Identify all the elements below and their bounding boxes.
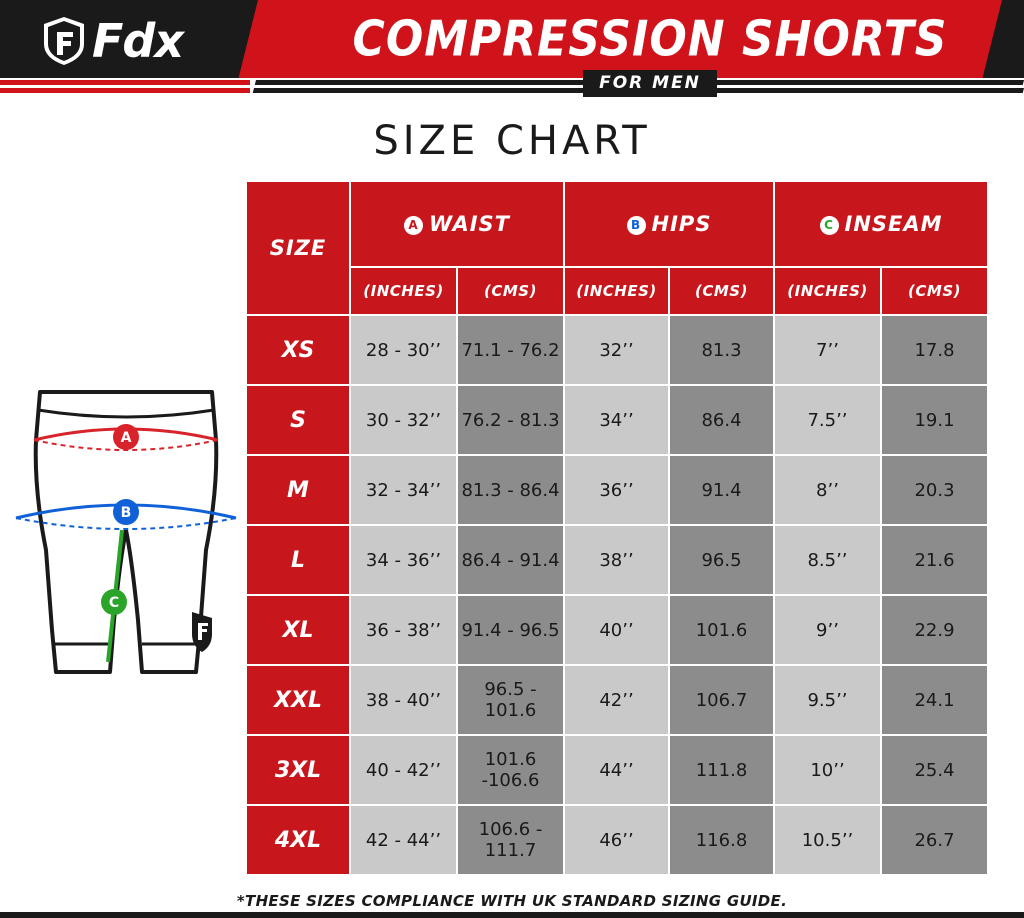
row-size-label: L [246, 525, 350, 595]
header-size: SIZE [246, 181, 350, 315]
cell-hips-cms: 111.8 [669, 735, 774, 805]
table-row [246, 735, 988, 805]
size-chart-table-wrap [245, 180, 987, 876]
table-unit-header-row [246, 267, 988, 315]
cell-inseam-inches: 7’’ [774, 315, 881, 385]
hips-badge-label: B [120, 505, 132, 521]
header-waist [350, 181, 564, 267]
header-inseam [774, 181, 988, 267]
fdx-shield-icon [42, 16, 86, 66]
cell-inseam-inches: 10.5’’ [774, 805, 881, 875]
cell-inseam-cms: 24.1 [881, 665, 988, 735]
cell-inseam-inches: 9’’ [774, 595, 881, 665]
brand-logo [42, 14, 183, 68]
row-size-label: 4XL [246, 805, 350, 875]
cell-waist-inches: 38 - 40’’ [350, 665, 457, 735]
cell-hips-inches: 46’’ [564, 805, 669, 875]
inseam-badge-icon: C [820, 216, 839, 235]
cell-hips-inches: 44’’ [564, 735, 669, 805]
unit-inseam-cms: (CMS) [881, 267, 988, 315]
cell-inseam-cms: 25.4 [881, 735, 988, 805]
unit-hips-inches: (INCHES) [564, 267, 669, 315]
cell-hips-cms: 101.6 [669, 595, 774, 665]
brand-name: Fdx [92, 14, 184, 68]
footnote: *THESE SIZES COMPLIANCE WITH UK STANDARD SIZING GUIDE. [236, 892, 788, 910]
banner-red-stripe-top [0, 80, 250, 85]
cell-hips-cms: 96.5 [669, 525, 774, 595]
row-size-label: XS [246, 315, 350, 385]
cell-hips-inches: 34’’ [564, 385, 669, 455]
cell-inseam-cms: 19.1 [881, 385, 988, 455]
cell-waist-cms: 91.4 - 96.5 [457, 595, 564, 665]
cell-inseam-inches: 8.5’’ [774, 525, 881, 595]
cell-hips-cms: 116.8 [669, 805, 774, 875]
table-row [246, 455, 988, 525]
table-row [246, 805, 988, 875]
cell-inseam-inches: 9.5’’ [774, 665, 881, 735]
header-inseam-label: INSEAM [844, 212, 943, 236]
row-size-label: 3XL [246, 735, 350, 805]
table-group-header-row [246, 181, 988, 267]
table-row [246, 315, 988, 385]
header-hips-label: HIPS [651, 212, 712, 236]
cell-waist-inches: 42 - 44’’ [350, 805, 457, 875]
cell-waist-inches: 36 - 38’’ [350, 595, 457, 665]
header-hips [564, 181, 774, 267]
shorts-diagram [10, 380, 242, 710]
cell-inseam-inches: 8’’ [774, 455, 881, 525]
banner-title: COMPRESSION SHORTS [352, 10, 948, 69]
cell-waist-cms: 81.3 - 86.4 [457, 455, 564, 525]
cell-inseam-cms: 20.3 [881, 455, 988, 525]
cell-inseam-cms: 21.6 [881, 525, 988, 595]
waist-badge-label: A [120, 430, 132, 446]
cell-waist-inches: 34 - 36’’ [350, 525, 457, 595]
cell-hips-cms: 81.3 [669, 315, 774, 385]
cell-hips-inches: 32’’ [564, 315, 669, 385]
cell-waist-cms: 106.6 - 111.7 [457, 805, 564, 875]
banner-subtitle-wrap [300, 70, 1000, 97]
unit-waist-cms: (CMS) [457, 267, 564, 315]
banner-red-stripe-bottom [0, 88, 250, 93]
row-size-label: XL [246, 595, 350, 665]
cell-hips-inches: 42’’ [564, 665, 669, 735]
cell-hips-inches: 40’’ [564, 595, 669, 665]
cell-inseam-inches: 10’’ [774, 735, 881, 805]
cell-inseam-cms: 26.7 [881, 805, 988, 875]
cell-waist-inches: 30 - 32’’ [350, 385, 457, 455]
cell-inseam-cms: 22.9 [881, 595, 988, 665]
banner-subtitle: FOR MEN [583, 70, 717, 97]
waist-badge-icon: A [404, 216, 423, 235]
row-size-label: XXL [246, 665, 350, 735]
unit-waist-inches: (INCHES) [350, 267, 457, 315]
page-title: SIZE CHART [373, 118, 651, 164]
row-size-label: M [246, 455, 350, 525]
cell-waist-inches: 28 - 30’’ [350, 315, 457, 385]
unit-inseam-inches: (INCHES) [774, 267, 881, 315]
cell-waist-cms: 96.5 - 101.6 [457, 665, 564, 735]
cell-waist-inches: 32 - 34’’ [350, 455, 457, 525]
table-row [246, 595, 988, 665]
table-row [246, 525, 988, 595]
cell-hips-inches: 36’’ [564, 455, 669, 525]
size-chart-table [245, 180, 989, 876]
cell-waist-cms: 101.6 -106.6 [457, 735, 564, 805]
cell-hips-cms: 91.4 [669, 455, 774, 525]
header-waist-label: WAIST [429, 212, 510, 236]
hips-badge-icon: B [627, 216, 646, 235]
cell-hips-inches: 38’’ [564, 525, 669, 595]
table-row [246, 665, 988, 735]
table-row [246, 385, 988, 455]
unit-hips-cms: (CMS) [669, 267, 774, 315]
cell-inseam-cms: 17.8 [881, 315, 988, 385]
cell-waist-inches: 40 - 42’’ [350, 735, 457, 805]
footer-bar [0, 912, 1024, 918]
row-size-label: S [246, 385, 350, 455]
cell-waist-cms: 86.4 - 91.4 [457, 525, 564, 595]
cell-hips-cms: 86.4 [669, 385, 774, 455]
cell-waist-cms: 71.1 - 76.2 [457, 315, 564, 385]
header-banner [0, 0, 1024, 100]
cell-inseam-inches: 7.5’’ [774, 385, 881, 455]
inseam-badge-label: C [108, 595, 120, 611]
cell-waist-cms: 76.2 - 81.3 [457, 385, 564, 455]
cell-hips-cms: 106.7 [669, 665, 774, 735]
